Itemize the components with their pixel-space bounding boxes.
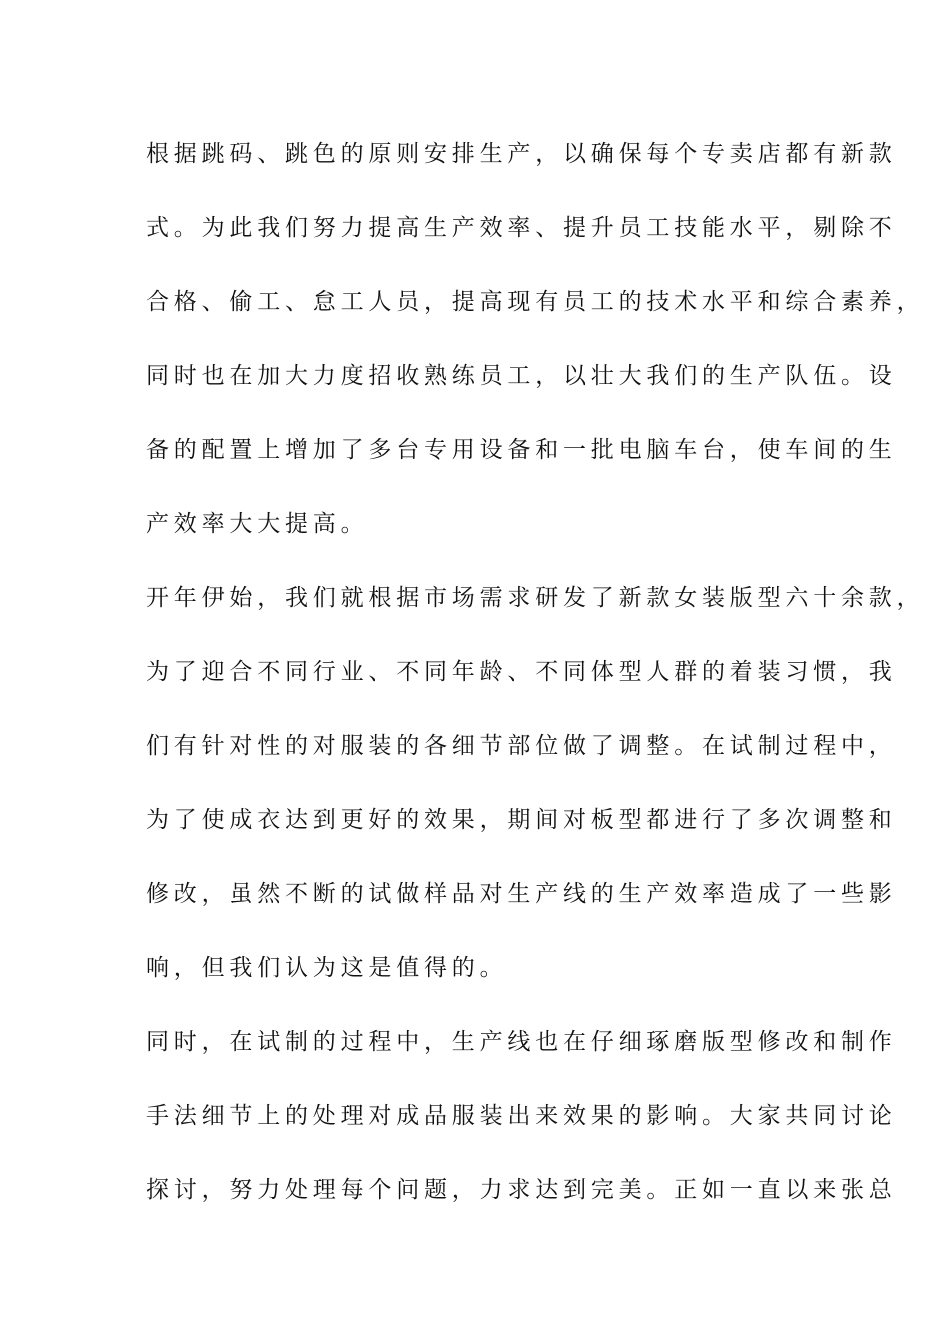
text-line: 同时，在试制的过程中，生产线也在仔细琢磨版型修改和制作 [146, 1029, 897, 1055]
text-line: 合格、偷工、怠工人员，提高现有员工的技术水平和综合素养， [146, 289, 925, 315]
text-line: 开年伊始，我们就根据市场需求研发了新款女装版型六十余款， [146, 585, 925, 611]
text-line: 修改，虽然不断的试做样品对生产线的生产效率造成了一些影 [146, 881, 897, 907]
text-line: 同时也在加大力度招收熟练员工，以壮大我们的生产队伍。设 [146, 363, 897, 389]
text-line: 手法细节上的处理对成品服装出来效果的影响。大家共同讨论 [146, 1103, 897, 1129]
text-line: 为了迎合不同行业、不同年龄、不同体型人群的着装习惯，我 [146, 659, 897, 685]
body-text [146, 129, 925, 1239]
text-line: 根据跳码、跳色的原则安排生产，以确保每个专卖店都有新款 [146, 141, 897, 167]
text-line: 备的配置上增加了多台专用设备和一批电脑车台，使车间的生 [146, 437, 897, 463]
text-line: 们有针对性的对服装的各细节部位做了调整。在试制过程中， [146, 733, 897, 759]
text-line: 探讨，努力处理每个问题，力求达到完美。正如一直以来张总 [146, 1177, 897, 1203]
text-line: 式。为此我们努力提高生产效率、提升员工技能水平，剔除不 [146, 215, 897, 241]
text-line: 为了使成衣达到更好的效果，期间对板型都进行了多次调整和 [146, 807, 897, 833]
text-line: 响，但我们认为这是值得的。 [146, 955, 508, 981]
text-line: 产效率大大提高。 [146, 511, 369, 537]
